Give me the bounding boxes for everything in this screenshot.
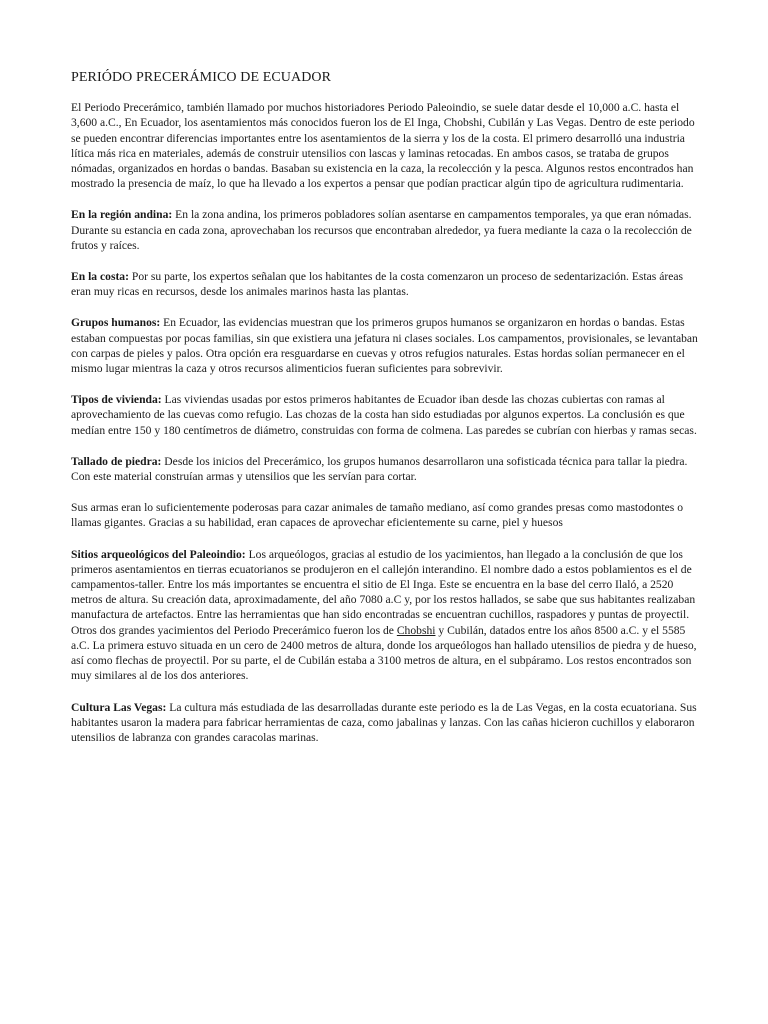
region-andina-heading: En la región andina: xyxy=(71,208,173,222)
tipos-vivienda-heading: Tipos de vivienda: xyxy=(71,393,162,407)
tallado-piedra-paragraph xyxy=(71,454,699,484)
region-andina-paragraph xyxy=(71,207,699,253)
document-page xyxy=(71,70,699,761)
sitios-paragraph xyxy=(71,547,699,684)
cultura-vegas-heading: Cultura Las Vegas: xyxy=(71,700,167,714)
grupos-humanos-heading: Grupos humanos: xyxy=(71,316,161,330)
region-andina-text: En la zona andina, los primeros pobladores solían asentarse en campamentos temporales, ya que eran nómadas. Durante su estancia en cada zona, aprovechaban los recursos que encontraban alrededor, ya fuera mediante la caza o la recolección de frutos y raíces. xyxy=(71,208,692,252)
grupos-humanos-paragraph xyxy=(71,315,699,376)
chobshi-link[interactable]: Chobshi xyxy=(396,623,436,637)
tallado-piedra-heading: Tallado de piedra: xyxy=(71,454,162,468)
sitios-heading: Sitios arqueológicos del Paleoindio: xyxy=(71,547,246,561)
cultura-vegas-paragraph xyxy=(71,700,699,746)
sitios-text-after: y Cubilán, datados entre los años 8500 a.C. y el 5585 a.C. La primera estuvo situada en un cero de 2400 metros de altura, donde los arqueólogos han hallado utensilios de piedra y de hueso, así como flechas de proyectil. Por su parte, el de Cubilán estaba a 3100 metros de altura, en el subpáramo. Los restos encontrados son muy similares al de los dos anteriores. xyxy=(71,623,697,683)
tallado-piedra-text: Desde los inicios del Precerámico, los grupos humanos desarrollaron una sofisticada técnica para tallar la piedra. Con este material construían armas y utensilios que les servían para cortar. xyxy=(71,454,688,484)
armas-paragraph: Sus armas eran lo suficientemente poderosas para cazar animales de tamaño mediano, así como grandes presas como mastodontes o llamas gigantes. Gracias a su habilidad, eran capaces de aprovechar eficientemente su carne, piel y huesos xyxy=(71,501,684,530)
cultura-vegas-text: La cultura más estudiada de las desarrolladas durante este periodo es la de Las Vegas, en la costa ecuatoriana. Sus habitantes usaron la madera para fabricar herramientas de caza, como jabalinas y lanzas. Con las cañas hicieron cuchillos y elaboraron utensilios de labranza con grandes caracolas marinas. xyxy=(71,700,697,744)
costa-text: Por su parte, los expertos señalan que los habitantes de la costa comenzaron un proceso de sedentarización. Estas áreas eran muy ricas en recursos, desde los animales marinos hasta las plantas. xyxy=(71,270,684,299)
tipos-vivienda-paragraph xyxy=(71,392,699,438)
costa-paragraph xyxy=(71,269,699,299)
grupos-humanos-text: En Ecuador, las evidencias muestran que los primeros grupos humanos se organizaron en hordas o bandas. Estas estaban compuestas por pocas familias, sin que existiera una jefatura ni clases sociales. Los campamentos, provisionales, se levantaban con carpas de pieles y palos. Otra opción era resguardarse en cuevas y otros refugios naturales. Estas hordas solían permanecer en el mismo lugar mientras la caza y otros recursos alimenticios fueran suficientes para sobrevivir. xyxy=(71,316,698,376)
sitios-text-before: Los arqueólogos, gracias al estudio de los yacimientos, han llegado a la conclusión de que los primeros asentamientos en tierras ecuatorianos se produjeron en el callejón interandino. El nombre dado a estos poblamientos es el de campamentos-taller. Entre los más importantes se encuentra el sitio de El Inga. Este se encuentra en la base del cerro Ilaló, a 2520 metros de altura. Su creación data, aproximadamente, del año 7080 a.C y, por los restos hallados, se sabe que sus habitantes realizaban manufactura de artefactos. Entre las herramientas que han sido encontradas se encuentran cuchillos, raspadores y puntas de proyectil. Otros dos grandes yacimientos del Periodo Precerámico fueron los de xyxy=(71,547,696,637)
intro-paragraph: El Periodo Precerámico, también llamado por muchos historiadores Periodo Paleoindio, se suele datar desde el 10,000 a.C. hasta el 3,600 a.C., En Ecuador, los asentamientos más conocidos fueron los de El Inga, Chobshi, Cubilán y Las Vegas. Dentro de este periodo se pueden encontrar diferencias importantes entre los asentamientos de la sierra y los de la costa. El primero desarrolló una industria lítica más rica en materiales, además de construir utensilios con lascas y laminas retocadas. En ambos casos, se trataba de grupos nómadas, organizados en hordas o bandas. Basaban su existencia en la caza, la recolección y la pesca. Algunos restos encontrados han mostrado la presencia de maíz, lo que ha llevado a los expertos a pensar que podían practicar algún tipo de agricultura rudimentaria. xyxy=(71,101,695,191)
document-title: PERIÓDO PRECERÁMICO DE ECUADOR xyxy=(71,70,332,85)
costa-heading: En la costa: xyxy=(71,270,129,284)
tipos-vivienda-text: Las viviendas usadas por estos primeros habitantes de Ecuador iban desde las chozas cubiertas con ramas al aprovechamiento de las cuevas como refugio. Las chozas de la costa han sido estudiadas por algunos expertos. La conclusión es que medían entre 150 y 180 centímetros de diámetro, construidas con forma de colmena. Las paredes se cubrían con hierbas y ramas secas. xyxy=(71,393,697,437)
